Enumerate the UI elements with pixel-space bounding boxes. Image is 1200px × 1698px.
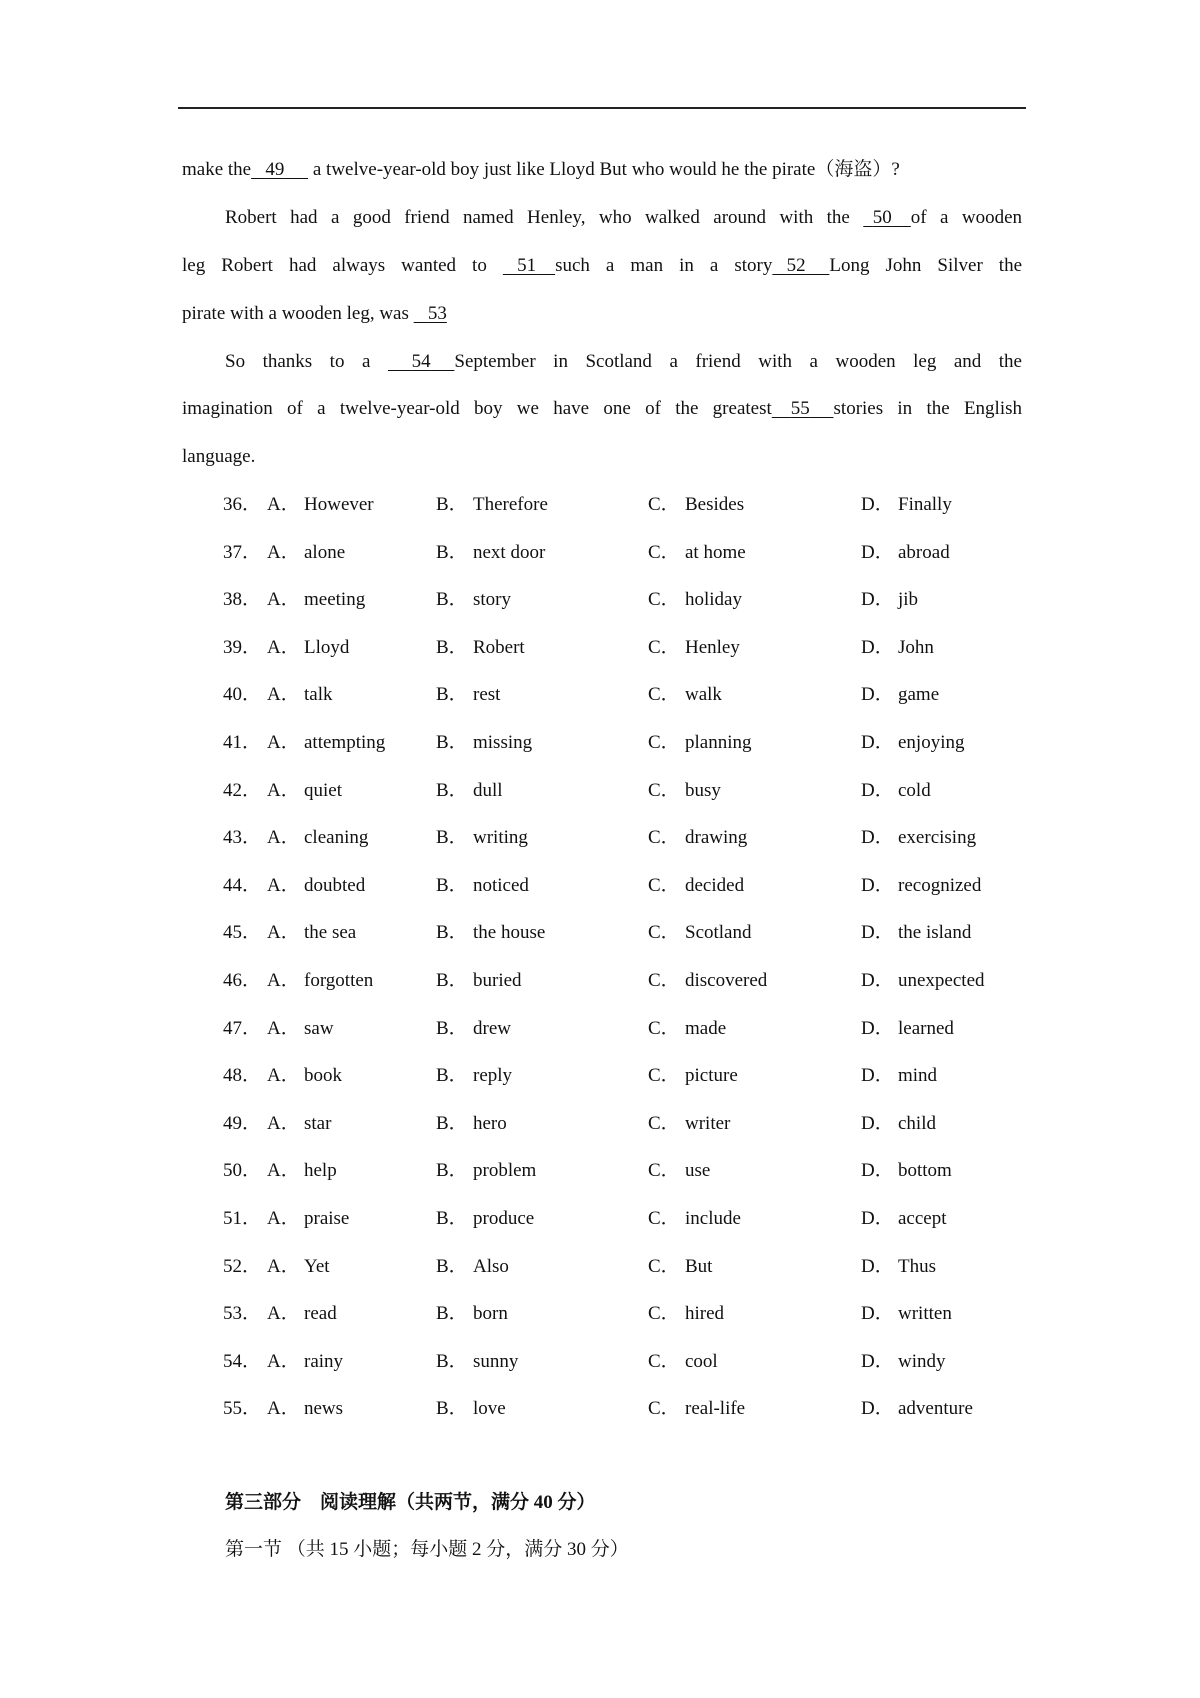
option-d xyxy=(861,1110,936,1138)
option-d xyxy=(861,681,939,709)
blank-number: 54 xyxy=(411,351,431,372)
option-text: saw xyxy=(304,1018,334,1039)
option-letter: D． xyxy=(861,922,894,943)
option-b xyxy=(436,586,511,614)
passage-line-4 xyxy=(182,300,1022,328)
option-d xyxy=(861,539,950,567)
option-text: reply xyxy=(473,1065,513,1086)
question-number: 38． xyxy=(223,589,262,610)
blank-number: 55 xyxy=(790,398,810,419)
option-letter: B． xyxy=(436,1113,468,1134)
option-text: drawing xyxy=(685,827,748,848)
option-letter: D． xyxy=(861,589,894,610)
option-letter: D． xyxy=(861,827,894,848)
option-text: missing xyxy=(473,732,533,753)
option-b xyxy=(436,824,528,852)
option-text: alone xyxy=(304,542,346,563)
option-text: enjoying xyxy=(898,732,965,753)
option-text: the house xyxy=(473,922,546,943)
option-a xyxy=(267,1395,343,1423)
question-number: 41． xyxy=(223,732,262,753)
option-letter: A． xyxy=(267,1018,300,1039)
question-number: 55． xyxy=(223,1398,262,1419)
option-text: produce xyxy=(473,1208,535,1229)
option-text: the sea xyxy=(304,922,357,943)
option-d xyxy=(861,1205,947,1233)
option-letter: A． xyxy=(267,1065,300,1086)
option-letter: B． xyxy=(436,684,468,705)
option-d xyxy=(861,1253,936,1281)
passage-line-7 xyxy=(182,443,1022,471)
option-letter: C． xyxy=(648,875,680,896)
option-text: noticed xyxy=(473,875,529,896)
option-letter: A． xyxy=(267,780,300,801)
option-a xyxy=(267,872,365,900)
option-letter: A． xyxy=(267,637,300,658)
option-text: learned xyxy=(898,1018,954,1039)
option-text: accept xyxy=(898,1208,947,1229)
option-letter: D． xyxy=(861,637,894,658)
option-text: Yet xyxy=(304,1256,330,1277)
option-text: windy xyxy=(898,1351,946,1372)
option-letter: C． xyxy=(648,780,680,801)
option-b xyxy=(436,729,532,757)
option-text: jib xyxy=(898,589,919,610)
option-b xyxy=(436,1062,512,1090)
option-letter: A． xyxy=(267,1113,300,1134)
passage-text: such a man in a story xyxy=(555,255,773,276)
option-d xyxy=(861,491,952,519)
passage-text: imagination of a twelve-year-old boy we have one of the greatest xyxy=(182,398,772,419)
option-text: Also xyxy=(473,1256,509,1277)
option-d xyxy=(861,1062,937,1090)
option-letter: B． xyxy=(436,827,468,848)
option-letter: C． xyxy=(648,732,680,753)
question-number: 51． xyxy=(223,1208,262,1229)
blank-number: 53 xyxy=(427,303,447,324)
option-letter: C． xyxy=(648,589,680,610)
option-text: next door xyxy=(473,542,546,563)
option-d xyxy=(861,919,971,947)
question-number: 52． xyxy=(223,1256,262,1277)
option-letter: C． xyxy=(648,1065,680,1086)
option-text: forgotten xyxy=(304,970,374,991)
option-a xyxy=(267,919,356,947)
option-letter: B． xyxy=(436,1160,468,1181)
option-b xyxy=(436,872,529,900)
blank-50 xyxy=(863,204,911,232)
passage-line-3 xyxy=(182,252,1022,280)
option-c xyxy=(648,1157,710,1185)
option-text: mind xyxy=(898,1065,938,1086)
blank-53 xyxy=(414,300,447,328)
option-text: holiday xyxy=(685,589,742,610)
option-d xyxy=(861,1348,946,1376)
option-letter: A． xyxy=(267,684,300,705)
option-letter: D． xyxy=(861,732,894,753)
section-subtitle: 第一节 （共 15 小题；每小题 2 分，满分 30 分） xyxy=(225,1539,629,1560)
option-a xyxy=(267,967,373,995)
blank-number: 52 xyxy=(786,255,806,276)
option-a xyxy=(267,1300,337,1328)
option-text: story xyxy=(473,589,511,610)
passage-line-2 xyxy=(225,204,1022,232)
option-c xyxy=(648,539,746,567)
option-letter: C． xyxy=(648,637,680,658)
option-d xyxy=(861,586,918,614)
option-text: But xyxy=(685,1256,713,1277)
option-d xyxy=(861,824,976,852)
blank-55 xyxy=(772,395,834,423)
option-a xyxy=(267,539,345,567)
option-letter: B． xyxy=(436,922,468,943)
option-a xyxy=(267,1062,342,1090)
option-b xyxy=(436,681,500,709)
option-letter: D． xyxy=(861,1351,894,1372)
option-text: cleaning xyxy=(304,827,369,848)
option-text: Finally xyxy=(898,494,952,515)
blank-52 xyxy=(772,252,829,280)
option-letter: B． xyxy=(436,1303,468,1324)
option-text: discovered xyxy=(685,970,768,991)
option-text: star xyxy=(304,1113,332,1134)
blank-number: 49 xyxy=(265,159,285,180)
option-letter: D． xyxy=(861,1303,894,1324)
option-text: book xyxy=(304,1065,342,1086)
option-b xyxy=(436,1205,534,1233)
option-a xyxy=(267,634,349,662)
option-text: meeting xyxy=(304,589,366,610)
option-letter: A． xyxy=(267,589,300,610)
option-letter: B． xyxy=(436,732,468,753)
option-b xyxy=(436,777,503,805)
option-letter: D． xyxy=(861,684,894,705)
option-a xyxy=(267,1157,337,1185)
option-letter: B． xyxy=(436,970,468,991)
option-letter: C． xyxy=(648,494,680,515)
option-text: picture xyxy=(685,1065,738,1086)
option-text: buried xyxy=(473,970,522,991)
passage-text: leg Robert had always wanted to xyxy=(182,255,503,276)
option-text: Lloyd xyxy=(304,637,350,658)
option-d xyxy=(861,634,934,662)
option-a xyxy=(267,729,385,757)
option-letter: B． xyxy=(436,875,468,896)
blank-number: 51 xyxy=(517,255,537,276)
option-text: planning xyxy=(685,732,752,753)
passage-text: stories in the English xyxy=(833,398,1023,419)
option-letter: A． xyxy=(267,1303,300,1324)
option-letter: D． xyxy=(861,1208,894,1229)
option-text: unexpected xyxy=(898,970,985,991)
option-text: include xyxy=(685,1208,741,1229)
question-number: 39． xyxy=(223,637,262,658)
option-letter: B． xyxy=(436,1018,468,1039)
option-letter: D． xyxy=(861,1256,894,1277)
option-letter: D． xyxy=(861,875,894,896)
question-number: 44． xyxy=(223,875,262,896)
option-text: Scotland xyxy=(685,922,752,943)
option-b xyxy=(436,634,525,662)
option-letter: A． xyxy=(267,732,300,753)
option-letter: C． xyxy=(648,1018,680,1039)
question-number: 37． xyxy=(223,542,262,563)
option-letter: D． xyxy=(861,494,894,515)
option-letter: B． xyxy=(436,589,468,610)
section-title: 第三部分 阅读理解（共两节，满分 40 分） xyxy=(225,1492,596,1513)
option-d xyxy=(861,729,965,757)
option-c xyxy=(648,1300,724,1328)
option-a xyxy=(267,1348,343,1376)
option-letter: B． xyxy=(436,542,468,563)
option-text: dull xyxy=(473,780,503,801)
option-text: Robert xyxy=(473,637,525,658)
option-letter: D． xyxy=(861,1113,894,1134)
option-text: made xyxy=(685,1018,727,1039)
option-letter: C． xyxy=(648,970,680,991)
option-letter: C． xyxy=(648,1160,680,1181)
option-b xyxy=(436,539,545,567)
option-letter: B． xyxy=(436,1256,468,1277)
option-text: drew xyxy=(473,1018,511,1039)
option-letter: A． xyxy=(267,875,300,896)
passage-text: So thanks to a xyxy=(225,351,388,372)
question-number: 43． xyxy=(223,827,262,848)
question-number: 48． xyxy=(223,1065,262,1086)
passage-text: September in Scotland a friend with a wooden leg and the xyxy=(454,351,1022,372)
option-letter: A． xyxy=(267,827,300,848)
option-letter: B． xyxy=(436,1398,468,1419)
option-a xyxy=(267,681,333,709)
option-letter: C． xyxy=(648,1208,680,1229)
option-c xyxy=(648,824,747,852)
question-number: 46． xyxy=(223,970,262,991)
option-c xyxy=(648,634,740,662)
passage-line-5 xyxy=(225,348,1022,376)
question-number: 54． xyxy=(223,1351,262,1372)
option-c xyxy=(648,1062,738,1090)
question-number: 36． xyxy=(223,494,262,515)
option-a xyxy=(267,586,365,614)
option-c xyxy=(648,1015,726,1043)
option-text: read xyxy=(304,1303,337,1324)
option-text: adventure xyxy=(898,1398,973,1419)
passage-text: pirate with a wooden leg, was xyxy=(182,303,414,324)
option-letter: A． xyxy=(267,542,300,563)
option-letter: C． xyxy=(648,1351,680,1372)
option-letter: C． xyxy=(648,684,680,705)
option-text: news xyxy=(304,1398,344,1419)
option-letter: B． xyxy=(436,1065,468,1086)
option-b xyxy=(436,919,545,947)
option-letter: B． xyxy=(436,1351,468,1372)
option-text: rest xyxy=(473,684,501,705)
option-text: busy xyxy=(685,780,721,801)
option-text: attempting xyxy=(304,732,386,753)
option-text: Therefore xyxy=(473,494,548,515)
option-letter: B． xyxy=(436,637,468,658)
blank-49 xyxy=(251,156,308,184)
option-d xyxy=(861,1300,952,1328)
option-letter: A． xyxy=(267,494,300,515)
option-b xyxy=(436,1348,518,1376)
option-c xyxy=(648,1253,712,1281)
option-text: born xyxy=(473,1303,508,1324)
option-text: game xyxy=(898,684,940,705)
option-b xyxy=(436,967,522,995)
option-text: use xyxy=(685,1160,711,1181)
option-a xyxy=(267,777,342,805)
option-c xyxy=(648,729,752,757)
option-c xyxy=(648,967,767,995)
option-letter: A． xyxy=(267,922,300,943)
option-letter: C． xyxy=(648,1113,680,1134)
option-letter: D． xyxy=(861,1160,894,1181)
option-d xyxy=(861,872,981,900)
passage-text: a twelve-year-old boy just like Lloyd But who would he the pirate（海盗）? xyxy=(308,159,900,180)
question-number: 49． xyxy=(223,1113,262,1134)
option-text: cold xyxy=(898,780,931,801)
option-letter: C． xyxy=(648,922,680,943)
option-letter: C． xyxy=(648,542,680,563)
option-letter: A． xyxy=(267,970,300,991)
option-letter: A． xyxy=(267,1398,300,1419)
option-c xyxy=(648,919,752,947)
passage-line-6 xyxy=(182,395,1022,423)
blank-number: 50 xyxy=(872,207,892,228)
option-text: at home xyxy=(685,542,746,563)
option-letter: A． xyxy=(267,1208,300,1229)
option-c xyxy=(648,586,742,614)
passage-line-1 xyxy=(182,156,1022,184)
option-text: hired xyxy=(685,1303,725,1324)
option-letter: C． xyxy=(648,1303,680,1324)
passage-text: Long John Silver the xyxy=(829,255,1022,276)
option-letter: C． xyxy=(648,827,680,848)
option-letter: D． xyxy=(861,1065,894,1086)
question-number: 47． xyxy=(223,1018,262,1039)
question-number: 40． xyxy=(223,684,262,705)
option-d xyxy=(861,967,985,995)
option-text: bottom xyxy=(898,1160,952,1181)
question-number: 45． xyxy=(223,922,262,943)
option-a xyxy=(267,1015,334,1043)
option-b xyxy=(436,1300,508,1328)
passage-text: make the xyxy=(182,159,252,180)
option-text: written xyxy=(898,1303,952,1324)
option-text: Henley xyxy=(685,637,740,658)
blank-54 xyxy=(388,348,455,376)
option-letter: D． xyxy=(861,542,894,563)
option-d xyxy=(861,1157,952,1185)
option-c xyxy=(648,1110,730,1138)
option-b xyxy=(436,1015,511,1043)
option-letter: A． xyxy=(267,1351,300,1372)
option-letter: D． xyxy=(861,970,894,991)
option-letter: A． xyxy=(267,1256,300,1277)
passage-text: language. xyxy=(182,446,256,467)
option-d xyxy=(861,1015,954,1043)
passage-text: of a wooden xyxy=(910,207,1023,228)
option-text: cool xyxy=(685,1351,718,1372)
header-rule xyxy=(178,107,1026,109)
option-text: However xyxy=(304,494,374,515)
option-text: help xyxy=(304,1160,337,1181)
option-c xyxy=(648,491,744,519)
question-number: 42． xyxy=(223,780,262,801)
option-text: exercising xyxy=(898,827,977,848)
option-text: sunny xyxy=(473,1351,519,1372)
option-text: writing xyxy=(473,827,528,848)
blank-51 xyxy=(503,252,555,280)
option-c xyxy=(648,1205,741,1233)
option-a xyxy=(267,1205,349,1233)
option-text: recognized xyxy=(898,875,982,896)
option-letter: B． xyxy=(436,494,468,515)
option-b xyxy=(436,1395,506,1423)
option-a xyxy=(267,1253,330,1281)
option-d xyxy=(861,777,931,805)
option-text: talk xyxy=(304,684,333,705)
option-c xyxy=(648,1395,745,1423)
option-text: real-life xyxy=(685,1398,746,1419)
option-letter: B． xyxy=(436,1208,468,1229)
option-b xyxy=(436,491,548,519)
option-letter: D． xyxy=(861,1398,894,1419)
option-a xyxy=(267,1110,331,1138)
option-text: abroad xyxy=(898,542,950,563)
option-a xyxy=(267,491,374,519)
option-text: love xyxy=(473,1398,506,1419)
option-b xyxy=(436,1253,509,1281)
option-text: quiet xyxy=(304,780,342,801)
option-text: Thus xyxy=(898,1256,936,1277)
option-text: hero xyxy=(473,1113,507,1134)
passage-text: Robert had a good friend named Henley, who walked around with the xyxy=(225,207,864,228)
option-letter: B． xyxy=(436,780,468,801)
option-text: problem xyxy=(473,1160,537,1181)
option-b xyxy=(436,1157,536,1185)
option-a xyxy=(267,824,368,852)
option-text: the island xyxy=(898,922,972,943)
option-text: child xyxy=(898,1113,936,1134)
option-letter: D． xyxy=(861,780,894,801)
option-text: praise xyxy=(304,1208,350,1229)
option-c xyxy=(648,681,722,709)
option-letter: C． xyxy=(648,1256,680,1277)
option-text: walk xyxy=(685,684,722,705)
option-text: rainy xyxy=(304,1351,344,1372)
option-letter: C． xyxy=(648,1398,680,1419)
option-text: Besides xyxy=(685,494,745,515)
option-text: writer xyxy=(685,1113,731,1134)
option-text: John xyxy=(898,637,934,658)
question-number: 53． xyxy=(223,1303,262,1324)
option-d xyxy=(861,1395,973,1423)
option-c xyxy=(648,872,744,900)
option-text: doubted xyxy=(304,875,366,896)
option-text: decided xyxy=(685,875,745,896)
option-c xyxy=(648,777,721,805)
question-number: 50． xyxy=(223,1160,262,1181)
option-letter: A． xyxy=(267,1160,300,1181)
option-c xyxy=(648,1348,718,1376)
option-b xyxy=(436,1110,507,1138)
option-letter: D． xyxy=(861,1018,894,1039)
